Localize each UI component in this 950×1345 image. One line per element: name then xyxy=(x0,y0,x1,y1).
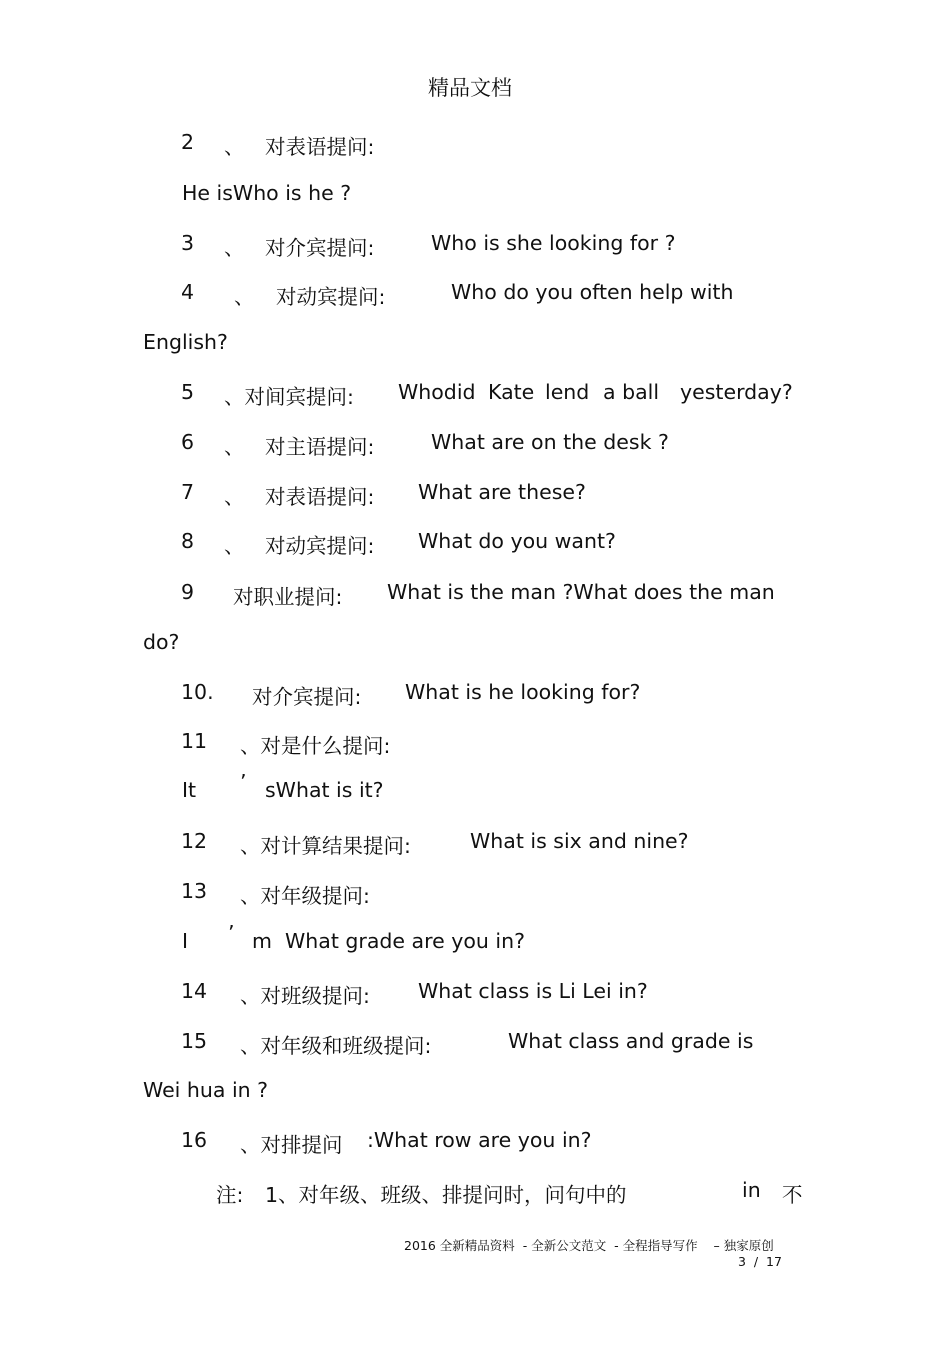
example-text: He isWho is he ? xyxy=(182,181,352,205)
example-text: What class and grade is xyxy=(508,1029,754,1053)
item-label: 对职业提问: xyxy=(233,585,343,609)
example-text: I xyxy=(182,929,189,953)
example-text: Whodid xyxy=(398,380,476,404)
page-footer: 2016 全新精品资料 - 全新公文范文 - 全程指导写作 – 独家原创 xyxy=(404,1238,774,1253)
example-text: It xyxy=(182,778,197,802)
item-label: 、对年级提问: xyxy=(240,884,370,908)
item-number: 13 xyxy=(181,879,208,903)
example-text: a ball xyxy=(603,380,660,404)
item-number: 12 xyxy=(181,829,208,853)
separator: 、 xyxy=(224,534,245,558)
item-label: 、对年级和班级提问: xyxy=(240,1034,432,1058)
separator: 、 xyxy=(224,435,245,459)
item-number: 14 xyxy=(181,979,208,1003)
item-label: 对表语提问: xyxy=(265,135,375,159)
item-number: 16 xyxy=(181,1128,208,1152)
example-text: yesterday? xyxy=(680,380,793,404)
note-label: 注: xyxy=(216,1183,244,1207)
example-text: Kate xyxy=(488,380,535,404)
item-number: 10. xyxy=(181,680,214,704)
item-number: 6 xyxy=(181,430,195,454)
example-text: Who do you often help with xyxy=(451,280,734,304)
item-label: 对表语提问: xyxy=(265,485,375,509)
item-number: 4 xyxy=(181,280,195,304)
example-text: Wei hua in ? xyxy=(143,1078,269,1102)
example-text: What are on the desk ? xyxy=(431,430,669,454)
example-text: lend xyxy=(545,380,590,404)
item-label: 对主语提问: xyxy=(265,435,375,459)
page-header: 精品文档 xyxy=(428,76,512,100)
example-text: English? xyxy=(143,330,228,354)
example-text: m xyxy=(252,929,272,953)
note-text: 不 xyxy=(782,1183,803,1207)
item-label: 对介宾提问: xyxy=(265,236,375,260)
item-number: 3 xyxy=(181,231,195,255)
item-number: 2 xyxy=(181,130,195,154)
item-label: 对介宾提问: xyxy=(252,685,362,709)
item-label: 、对是什么提问: xyxy=(240,734,391,758)
example-text: do? xyxy=(143,630,180,654)
example-text: What do you want? xyxy=(418,529,616,553)
example-text: What class is Li Lei in? xyxy=(418,979,648,1003)
example-text: :What row are you in? xyxy=(367,1128,592,1152)
example-text: Who is she looking for ? xyxy=(431,231,676,255)
item-label: 对动宾提问: xyxy=(276,285,386,309)
item-number: 9 xyxy=(181,580,195,604)
item-label: 对动宾提问: xyxy=(265,534,375,558)
item-number: 8 xyxy=(181,529,195,553)
example-text: What is he looking for? xyxy=(405,680,641,704)
apostrophe: ’ xyxy=(240,770,247,794)
item-number: 11 xyxy=(181,729,208,753)
item-label: 、对排提问 xyxy=(240,1133,343,1157)
example-text: What are these? xyxy=(418,480,586,504)
item-label: 、对班级提问: xyxy=(240,984,370,1008)
example-text: What is the man ?What does the man xyxy=(387,580,775,604)
item-label: 、对计算结果提问: xyxy=(240,834,411,858)
apostrophe: ’ xyxy=(228,921,235,945)
separator: 、 xyxy=(234,285,255,309)
separator: 、 xyxy=(224,135,245,159)
note-text: in xyxy=(742,1178,761,1202)
example-text: What is six and nine? xyxy=(470,829,689,853)
example-text: sWhat is it? xyxy=(265,778,384,802)
note-text: 1、对年级、班级、排提问时，问句中的 xyxy=(265,1183,627,1207)
separator: 、 xyxy=(224,485,245,509)
separator: 、 xyxy=(224,236,245,260)
item-number: 5 xyxy=(181,380,195,404)
item-number: 7 xyxy=(181,480,195,504)
item-label: 、对间宾提问: xyxy=(224,385,354,409)
item-number: 15 xyxy=(181,1029,208,1053)
example-text: What grade are you in? xyxy=(285,929,525,953)
page-number: 3 / 17 xyxy=(738,1254,782,1269)
